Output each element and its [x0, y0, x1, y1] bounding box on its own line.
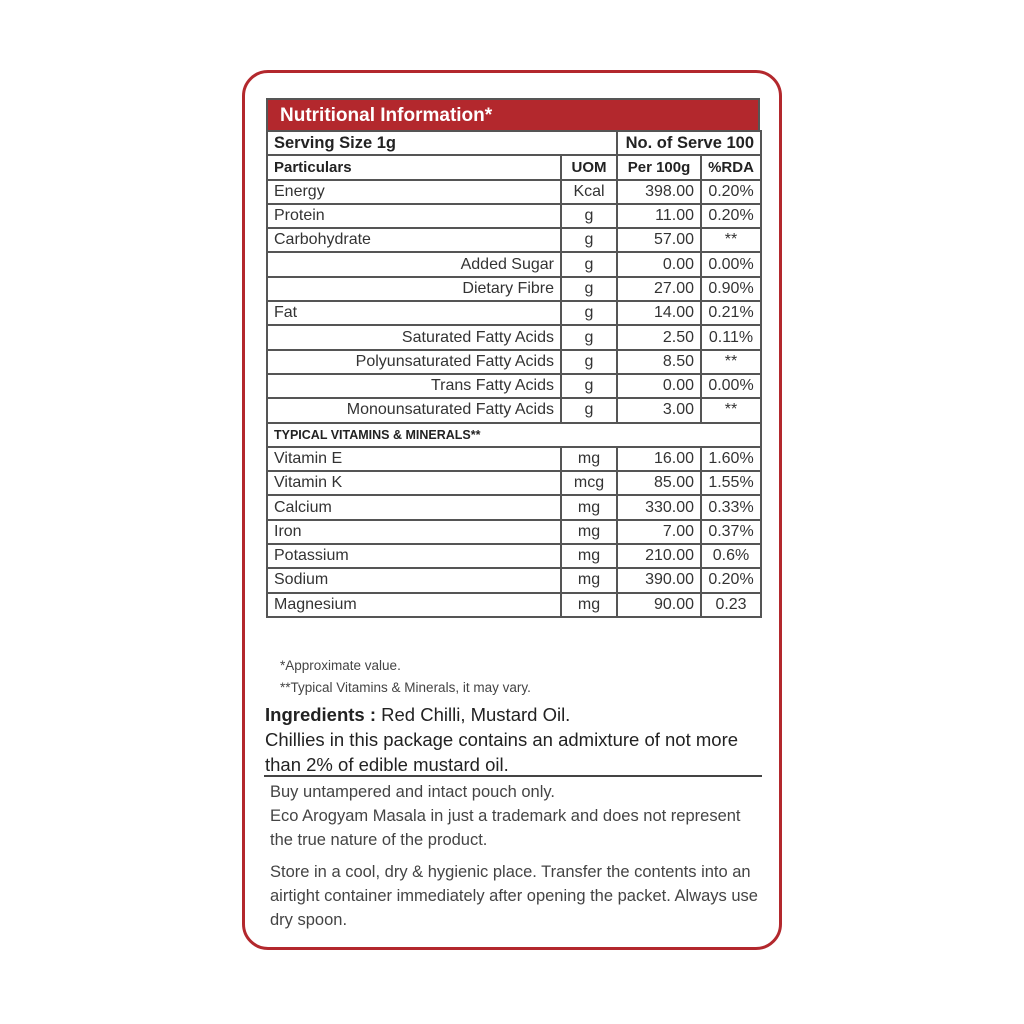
nutrient-rda: 0.00% — [701, 374, 761, 398]
vitamin-rda: 0.37% — [701, 520, 761, 544]
table-row — [267, 252, 761, 276]
footer-pouch-note: Buy untampered and intact pouch only. — [270, 783, 555, 801]
nutrient-uom: g — [561, 228, 617, 252]
nutrient-per100: 398.00 — [617, 180, 701, 204]
nutrient-uom: Kcal — [561, 180, 617, 204]
nutrient-name: Fat — [267, 301, 561, 325]
footer-text — [270, 780, 760, 940]
ingredients-label: Ingredients : — [265, 704, 377, 725]
table-row — [267, 471, 761, 495]
nutrient-name: Saturated Fatty Acids — [267, 325, 561, 349]
nutrient-name: Trans Fatty Acids — [267, 374, 561, 398]
vitamin-uom: mg — [561, 520, 617, 544]
vitamin-uom: mg — [561, 447, 617, 471]
vitamin-uom: mg — [561, 593, 617, 617]
nutrient-name: Protein — [267, 204, 561, 228]
nutrient-rda: ** — [701, 350, 761, 374]
table-row — [267, 544, 761, 568]
vitamin-uom: mg — [561, 544, 617, 568]
vitamin-rda: 0.33% — [701, 495, 761, 519]
vitamins-heading-row — [267, 423, 761, 447]
vitamin-name: Potassium — [267, 544, 561, 568]
nutrient-per100: 14.00 — [617, 301, 701, 325]
vitamin-rda: 0.23 — [701, 593, 761, 617]
vitamin-per100: 7.00 — [617, 520, 701, 544]
table-row — [267, 398, 761, 422]
vitamin-uom: mg — [561, 568, 617, 592]
vitamin-name: Vitamin K — [267, 471, 561, 495]
table-row — [267, 593, 761, 617]
table-row — [267, 277, 761, 301]
vitamin-rda: 1.55% — [701, 471, 761, 495]
nutrient-per100: 3.00 — [617, 398, 701, 422]
nutrient-rda: ** — [701, 398, 761, 422]
ingredients-text: Red Chilli, Mustard Oil. — [376, 704, 571, 725]
nutrient-rda: 0.20% — [701, 180, 761, 204]
vitamin-per100: 390.00 — [617, 568, 701, 592]
nutrient-uom: g — [561, 350, 617, 374]
table-row — [267, 228, 761, 252]
vitamin-rda: 1.60% — [701, 447, 761, 471]
serving-size: Serving Size 1g — [267, 131, 617, 155]
nutrient-uom: g — [561, 301, 617, 325]
table-row — [267, 325, 761, 349]
footnote-vitamins: **Typical Vitamins & Minerals, it may vary. — [280, 680, 531, 695]
nutrient-name: Polyunsaturated Fatty Acids — [267, 350, 561, 374]
ingredients-line — [265, 702, 765, 727]
nutrient-per100: 0.00 — [617, 374, 701, 398]
nutrient-rda: 0.11% — [701, 325, 761, 349]
vitamin-name: Magnesium — [267, 593, 561, 617]
vitamin-per100: 90.00 — [617, 593, 701, 617]
footnotes — [280, 655, 531, 699]
vitamin-name: Vitamin E — [267, 447, 561, 471]
admixture-note: Chillies in this package contains an admixture of not more than 2% of edible mustard oil. — [265, 729, 739, 775]
serving-row — [267, 131, 761, 155]
nutrient-rda: ** — [701, 228, 761, 252]
nutrient-per100: 0.00 — [617, 252, 701, 276]
table-header-row — [267, 155, 761, 179]
footer-line — [270, 780, 760, 852]
nutrient-per100: 2.50 — [617, 325, 701, 349]
table-row — [267, 180, 761, 204]
nutrient-name: Energy — [267, 180, 561, 204]
header-per100: Per 100g — [617, 155, 701, 179]
table-row — [267, 350, 761, 374]
vitamin-name: Calcium — [267, 495, 561, 519]
nutrient-per100: 11.00 — [617, 204, 701, 228]
nutrient-rda: 0.21% — [701, 301, 761, 325]
serving-count: No. of Serve 100 — [617, 131, 761, 155]
table-row — [267, 301, 761, 325]
table-row — [267, 568, 761, 592]
table-row — [267, 495, 761, 519]
nutrient-name: Carbohydrate — [267, 228, 561, 252]
vitamins-heading: TYPICAL VITAMINS & MINERALS** — [267, 423, 761, 447]
table-row — [267, 447, 761, 471]
nutrient-name: Added Sugar — [267, 252, 561, 276]
nutrient-uom: g — [561, 398, 617, 422]
table-row — [267, 374, 761, 398]
ingredients-block — [265, 702, 765, 777]
nutrient-uom: g — [561, 204, 617, 228]
nutrient-rda: 0.20% — [701, 204, 761, 228]
nutrient-per100: 8.50 — [617, 350, 701, 374]
header-uom: UOM — [561, 155, 617, 179]
vitamin-uom: mg — [561, 495, 617, 519]
vitamin-name: Sodium — [267, 568, 561, 592]
storage-note: Store in a cool, dry & hygienic place. Transfer the contents into an airtight container immediately after opening the packet. Always use dry spoon. — [270, 863, 758, 929]
vitamin-per100: 330.00 — [617, 495, 701, 519]
header-particulars: Particulars — [267, 155, 561, 179]
vitamin-per100: 16.00 — [617, 447, 701, 471]
nutrient-per100: 27.00 — [617, 277, 701, 301]
vitamin-name: Iron — [267, 520, 561, 544]
nutrition-title: Nutritional Information* — [266, 98, 760, 130]
nutrient-uom: g — [561, 252, 617, 276]
nutrition-table — [266, 130, 762, 618]
vitamin-rda: 0.6% — [701, 544, 761, 568]
section-divider — [264, 775, 762, 777]
table-row — [267, 520, 761, 544]
footnote-approx: *Approximate value. — [280, 658, 401, 673]
nutrient-uom: g — [561, 374, 617, 398]
nutrient-name: Dietary Fibre — [267, 277, 561, 301]
nutrient-rda: 0.90% — [701, 277, 761, 301]
nutrient-rda: 0.00% — [701, 252, 761, 276]
table-row — [267, 204, 761, 228]
nutrient-name: Monounsaturated Fatty Acids — [267, 398, 561, 422]
header-rda: %RDA — [701, 155, 761, 179]
vitamin-per100: 85.00 — [617, 471, 701, 495]
nutrient-uom: g — [561, 277, 617, 301]
nutrient-uom: g — [561, 325, 617, 349]
vitamin-rda: 0.20% — [701, 568, 761, 592]
vitamin-per100: 210.00 — [617, 544, 701, 568]
vitamin-uom: mcg — [561, 471, 617, 495]
footer-trademark-note: Eco Arogyam Masala in just a trademark and does not represent the true nature of the product. — [270, 807, 741, 849]
nutrient-per100: 57.00 — [617, 228, 701, 252]
